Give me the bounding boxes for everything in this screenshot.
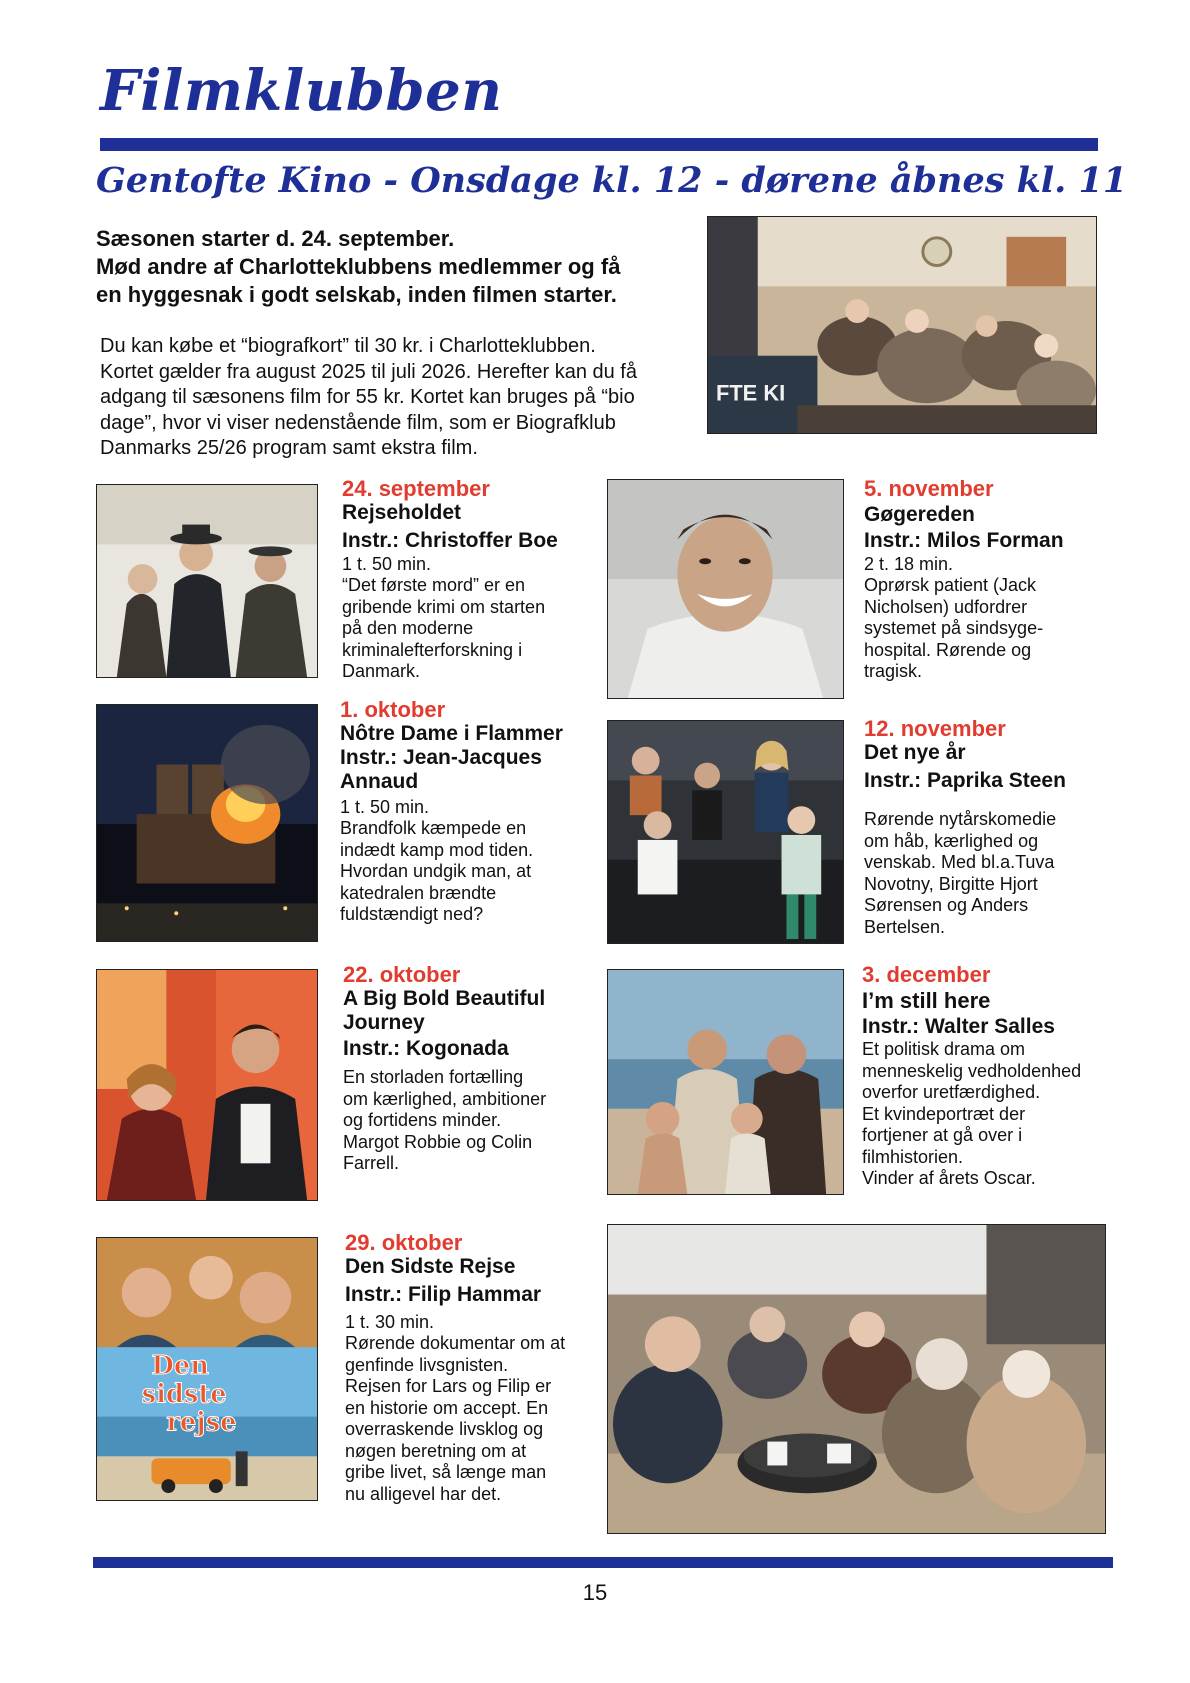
film-director: Instr.: Jean-Jacques Annaud bbox=[340, 746, 542, 793]
desc-line: indædt kamp mod tiden. bbox=[340, 839, 534, 860]
poster-title: Den sidste rejse bbox=[141, 1350, 237, 1438]
film-description bbox=[345, 1333, 605, 1505]
film-description bbox=[862, 1039, 1122, 1190]
intro-line: Kortet gælder fra august 2025 til juli 2026. Herefter kan du få bbox=[100, 360, 637, 383]
film-still-det-nye-aar bbox=[607, 720, 844, 944]
film-date: 24. september bbox=[342, 476, 490, 501]
film-date: 29. oktober bbox=[345, 1230, 463, 1255]
intro-line: dage”, hvor vi viser nedenstående film, som er Biografklub bbox=[100, 411, 616, 434]
page-subtitle: Gentofte Kino - Onsdage kl. 12 - dørene åbnes kl. 11 bbox=[96, 160, 1128, 201]
header-divider bbox=[100, 138, 1098, 151]
page-title: Filmklubben bbox=[100, 58, 503, 124]
desc-line: Et kvindeportræt der bbox=[862, 1103, 1026, 1124]
desc-line: Danmark. bbox=[342, 661, 421, 681]
desc-line: Oprørsk patient (Jack bbox=[864, 575, 1037, 595]
film-description bbox=[340, 818, 600, 926]
film-title: Gøgereden bbox=[864, 503, 975, 526]
film-director: Instr.: Christoffer Boe bbox=[342, 529, 558, 552]
film-still-im-still-here bbox=[607, 969, 844, 1195]
film-duration: 1 t. 30 min. bbox=[345, 1312, 435, 1332]
page-number: 15 bbox=[582, 1580, 608, 1605]
desc-line: Brandfolk kæmpede en bbox=[340, 818, 527, 838]
intro-bold-line: en hyggesnak i godt selskab, inden filmen starter. bbox=[96, 282, 617, 307]
intro-bold-line: Sæsonen starter d. 24. september. bbox=[96, 226, 455, 251]
desc-line: Margot Robbie og Colin bbox=[343, 1131, 533, 1152]
film-description bbox=[864, 575, 1124, 683]
desc-line: Rejsen for Lars og Filip er bbox=[345, 1376, 552, 1396]
desc-line: overraskende livsklog og bbox=[345, 1419, 544, 1439]
film-poster-den-sidste-rejse bbox=[96, 1237, 318, 1501]
film-entry bbox=[340, 697, 600, 926]
film-entry bbox=[864, 716, 1124, 938]
desc-line: Rørende nytårskomedie bbox=[864, 809, 1057, 829]
desc-line: på den moderne bbox=[342, 618, 474, 638]
film-still-gogereden bbox=[607, 479, 844, 699]
desc-line: om kærlighed, ambitioner bbox=[343, 1088, 547, 1109]
film-entry bbox=[862, 962, 1122, 1190]
film-description bbox=[864, 809, 1124, 938]
film-duration: 1 t. 50 min. bbox=[340, 797, 430, 817]
film-title: I’m still here bbox=[862, 988, 991, 1013]
film-date: 12. november bbox=[864, 716, 1006, 741]
film-description bbox=[343, 1067, 603, 1175]
intro-bold-line: Mød andre af Charlotteklubbens medlemmer og få bbox=[96, 254, 621, 279]
cinema-lobby-photo bbox=[707, 216, 1097, 434]
desc-line: en historie om accept. En bbox=[345, 1397, 549, 1418]
intro-line: Danmarks 25/26 program samt ekstra film. bbox=[100, 437, 478, 459]
desc-line: Bertelsen. bbox=[864, 916, 946, 937]
film-title: Nôtre Dame i Flammer bbox=[340, 722, 563, 745]
film-title: Den Sidste Rejse bbox=[345, 1255, 516, 1278]
desc-line: om håb, kærlighed og bbox=[864, 830, 1039, 851]
desc-line: overfor uretfærdighed. bbox=[862, 1082, 1041, 1102]
film-director: Instr.: Kogonada bbox=[343, 1037, 509, 1060]
desc-line: Hvordan undgik man, at bbox=[340, 861, 532, 881]
footer-divider bbox=[93, 1557, 1113, 1568]
film-date: 5. november bbox=[864, 476, 994, 501]
desc-line: systemet på sindsyge- bbox=[864, 618, 1044, 638]
film-director: Instr.: Filip Hammar bbox=[345, 1283, 542, 1306]
film-entry bbox=[342, 476, 602, 683]
film-title: A Big Bold Beautiful Journey bbox=[343, 987, 546, 1034]
film-entry bbox=[343, 962, 603, 1175]
desc-line: fuldstændigt ned? bbox=[340, 904, 484, 924]
cafe-audience-photo bbox=[607, 1224, 1106, 1534]
film-duration: 2 t. 18 min. bbox=[864, 554, 954, 574]
desc-line: nu alligevel har det. bbox=[345, 1483, 502, 1504]
intro-highlight bbox=[96, 225, 696, 309]
film-still-big-bold-beautiful-journey bbox=[96, 969, 318, 1201]
desc-line: fortjener at gå over i bbox=[862, 1125, 1023, 1145]
film-director: Instr.: Milos Forman bbox=[864, 529, 1064, 552]
desc-line: tragisk. bbox=[864, 661, 923, 681]
desc-line: Et politisk drama om bbox=[862, 1039, 1026, 1059]
desc-line: og fortidens minder. bbox=[343, 1110, 502, 1130]
film-title: Det nye år bbox=[864, 741, 966, 764]
cinema-sign-text: FTE KI bbox=[715, 380, 786, 406]
desc-line: hospital. Rørende og bbox=[864, 639, 1032, 660]
desc-line: menneskelig vedholdenhed bbox=[862, 1060, 1082, 1081]
film-description bbox=[342, 575, 602, 683]
intro-line: adgang til sæsonens film for 55 kr. Kortet kan bruges på “bio bbox=[100, 386, 635, 408]
film-duration: 1 t. 50 min. bbox=[342, 554, 432, 574]
desc-line: genfinde livsgnisten. bbox=[345, 1354, 509, 1375]
film-director: Instr.: Walter Salles bbox=[862, 1015, 1055, 1038]
desc-line: gribe livet, så længe man bbox=[345, 1462, 547, 1482]
film-entry bbox=[345, 1230, 605, 1505]
desc-line: filmhistorien. bbox=[862, 1146, 964, 1167]
desc-line: kriminalefterforskning i bbox=[342, 639, 523, 660]
desc-line: En storladen fortælling bbox=[343, 1067, 524, 1087]
film-date: 3. december bbox=[862, 962, 991, 987]
desc-line: Rørende dokumentar om at bbox=[345, 1333, 566, 1353]
desc-line: Novotny, Birgitte Hjort bbox=[864, 873, 1038, 894]
desc-line: Nicholsen) udfordrer bbox=[864, 596, 1028, 617]
film-still-notre-dame bbox=[96, 704, 318, 942]
film-still-rejseholdet bbox=[96, 484, 318, 678]
film-director: Instr.: Paprika Steen bbox=[864, 769, 1066, 792]
film-date: 1. oktober bbox=[340, 697, 446, 722]
desc-line: katedralen brændte bbox=[340, 882, 497, 903]
desc-line: Vinder af årets Oscar. bbox=[862, 1168, 1036, 1188]
intro-paragraph bbox=[100, 334, 700, 462]
desc-line: venskab. Med bl.a.Tuva bbox=[864, 852, 1055, 872]
desc-line: Farrell. bbox=[343, 1153, 400, 1173]
film-entry bbox=[864, 476, 1124, 683]
desc-line: “Det første mord” er en bbox=[342, 575, 526, 595]
desc-line: Sørensen og Anders bbox=[864, 895, 1029, 915]
film-date: 22. oktober bbox=[343, 962, 461, 987]
film-title: Rejseholdet bbox=[342, 501, 462, 524]
desc-line: nøgen beretning om at bbox=[345, 1440, 527, 1461]
desc-line: gribende krimi om starten bbox=[342, 596, 546, 617]
intro-line: Du kan købe et “biografkort” til 30 kr. i Charlotteklubben. bbox=[100, 335, 596, 357]
